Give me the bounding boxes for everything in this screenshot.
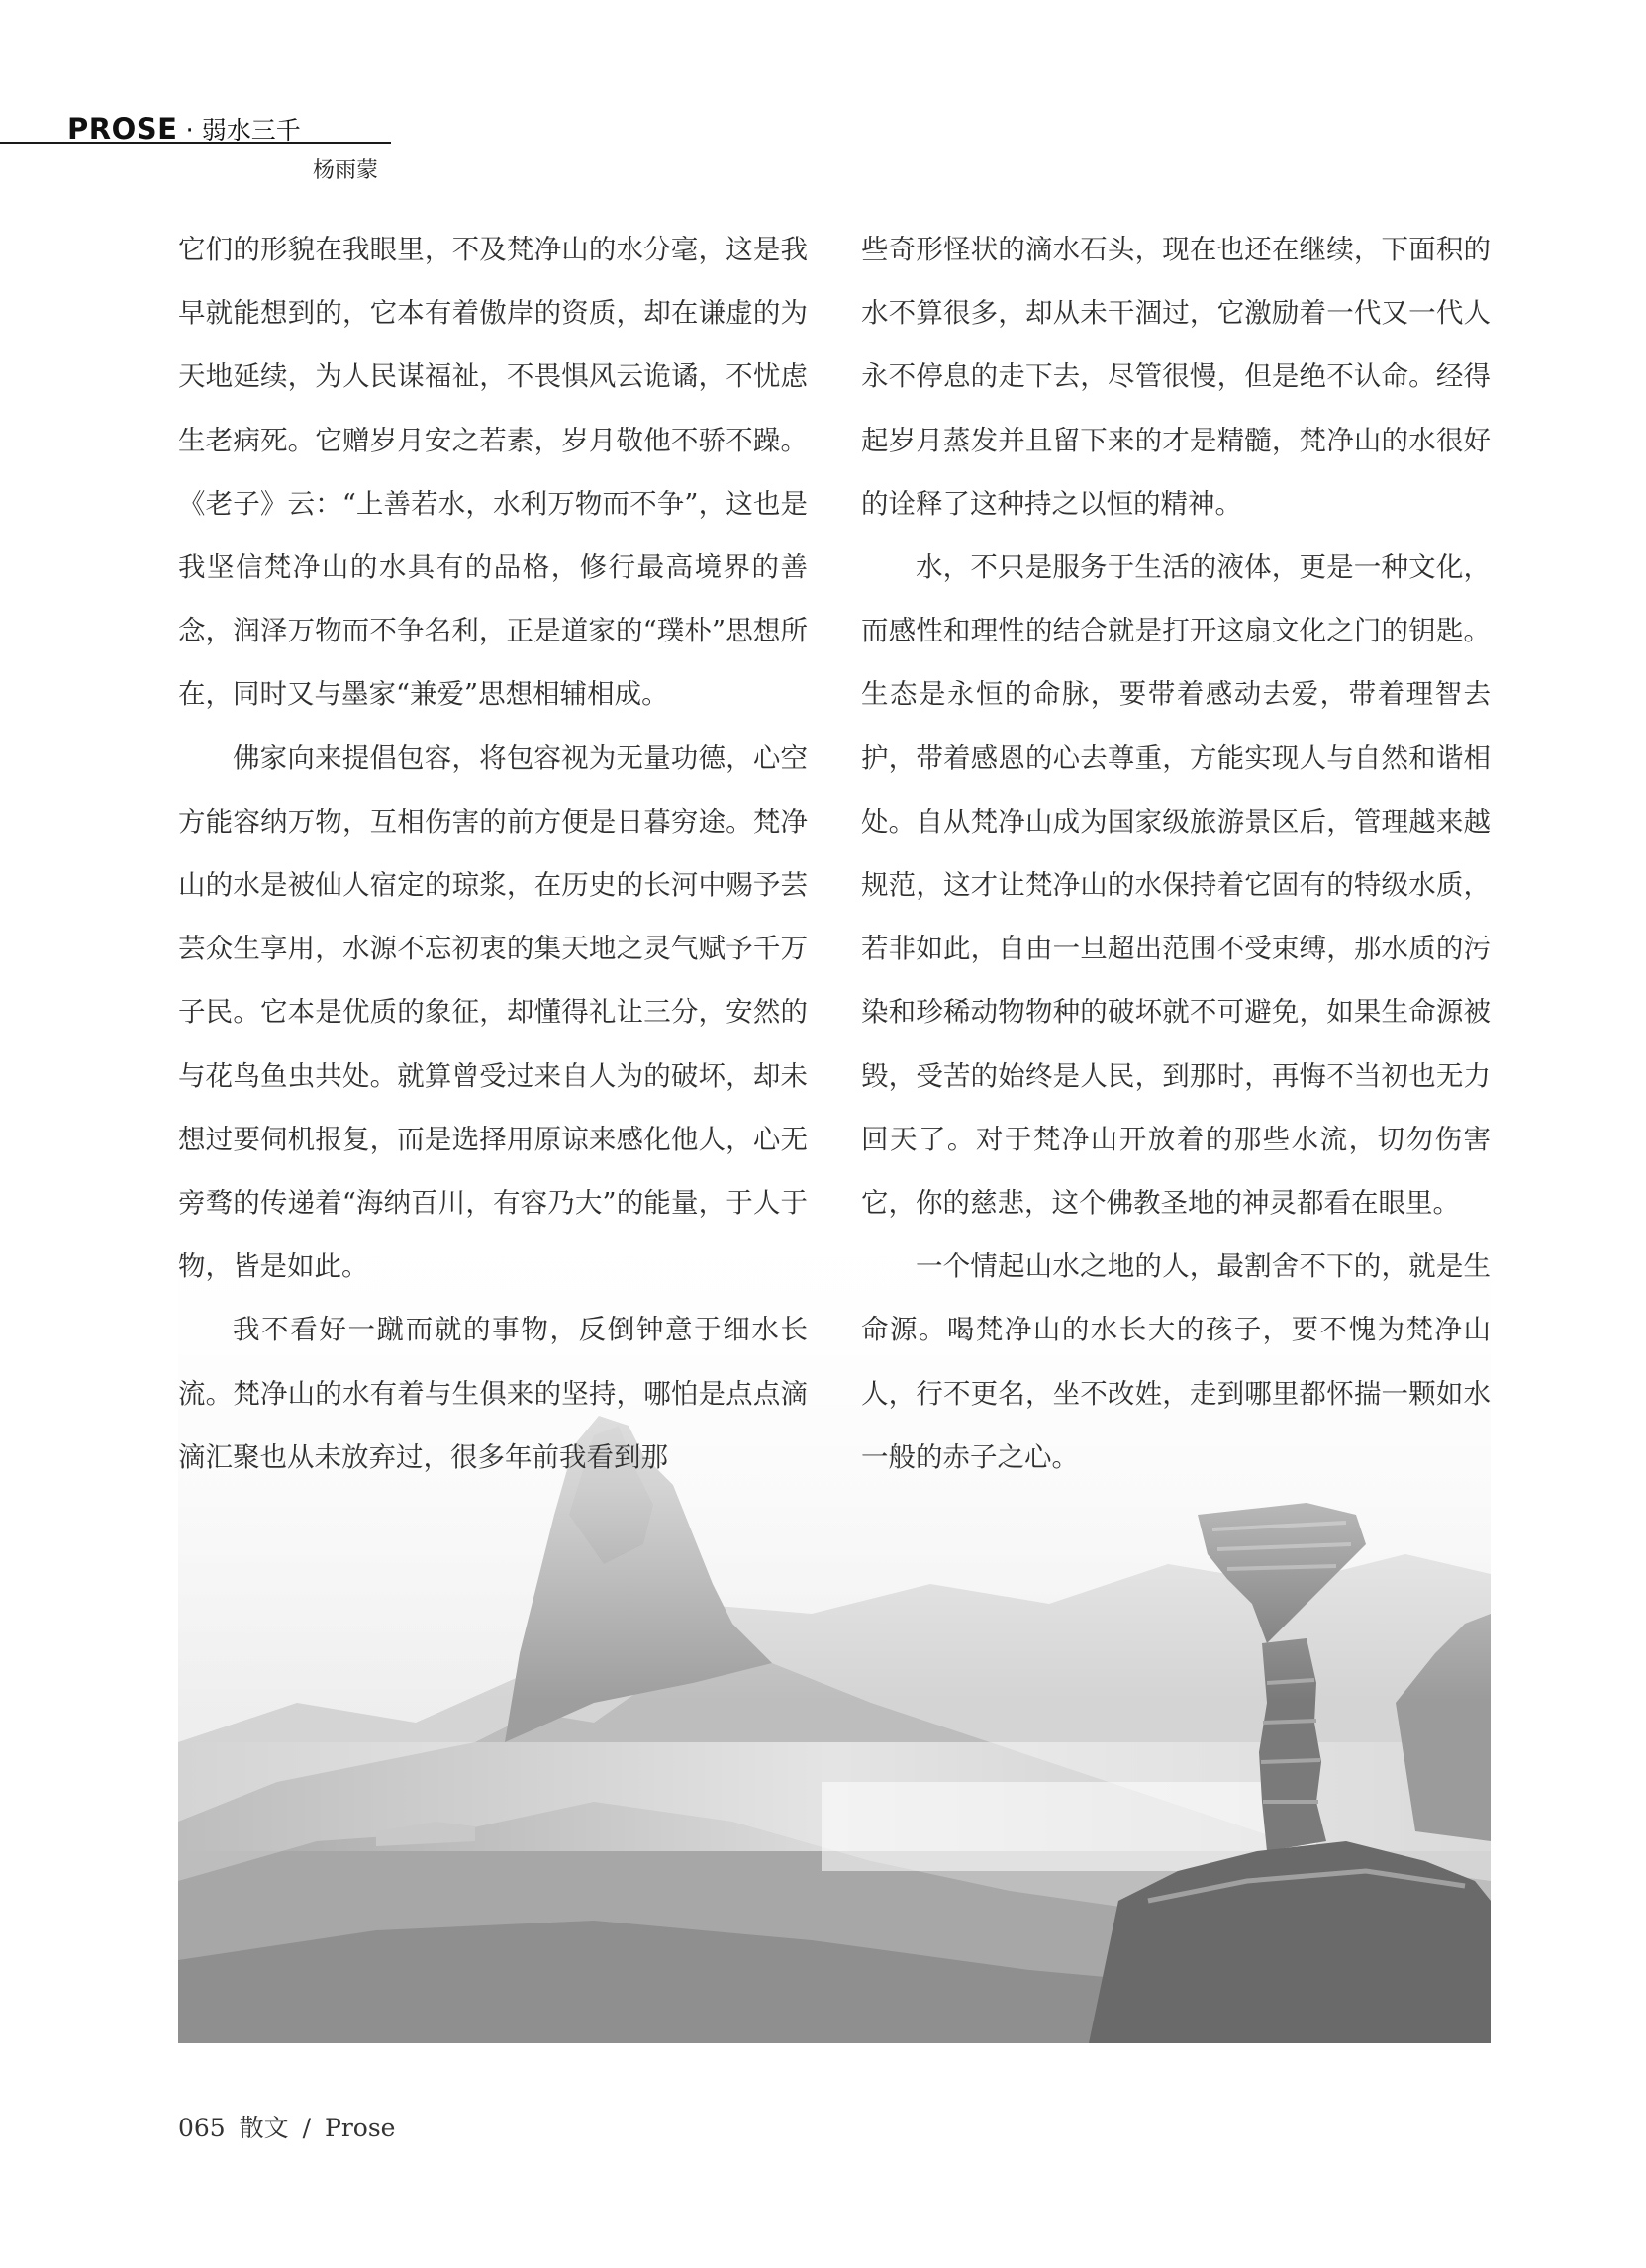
- page-footer: [178, 2109, 401, 2144]
- brand-label: PROSE: [67, 112, 178, 146]
- paragraph: 它们的形貌在我眼里，不及梵净山的水分毫，这是我早就能想到的，它本有着傲岸的资质，却在谦虚的为天地延续，为人民谋福祉，不畏惧风云诡谲，不忧虑生老病死。它赠岁月安之若素，岁月敬他不骄不躁。《老子》云：“上善若水，水利万物而不争”，这也是我坚信梵净山的水具有的品格，修行最高境界的善念，润泽万物而不争名利，正是道家的“璞朴”思想所在，同时又与墨家“兼爱”思想相辅相成。: [178, 234, 808, 711]
- paragraph: 佛家向来提倡包容，将包容视为无量功德，心空方能容纳万物，互相伤害的前方便是日暮穷途。梵净山的水是被仙人宿定的琼浆，在历史的长河中赐予芸芸众生享用，水源不忘初衷的集天地之灵气赋予千万子民。它本是优质的象征，却懂得礼让三分，安然的与花鸟鱼虫共处。就算曾受过来自人为的破坏，却未想过要伺机报复，而是选择用原谅来感化他人，心无旁骛的传递着“海纳百川，有容乃大”的能量，于人于物，皆是如此。: [178, 741, 808, 1283]
- paragraph: 我不看好一蹴而就的事物，反倒钟意于细水长流。梵净山的水有着与生俱来的坚持，哪怕是点点滴滴汇聚也从未放弃过，很多年前我看到那: [178, 1314, 808, 1473]
- paragraph: 水，不只是服务于生活的液体，更是一种文化，而感性和理性的结合就是打开这扇文化之门的钥匙。生态是永恒的命脉，要带着感动去爱，带着理智去护，带着感恩的心去尊重，方能实现人与自然和谐相处。自从梵净山成为国家级旅游景区后，管理越来越规范，这才让梵净山的水保持着它固有的特级水质，若非如此，自由一旦超出范围不受束缚，那水质的污染和珍稀动物物种的破坏就不可避免，如果生命源被毁，受苦的始终是人民，到那时，再悔不当初也无力回天了。对于梵净山开放着的那些水流，切勿伤害它，你的慈悲，这个佛教圣地的神灵都看在眼里。: [861, 551, 1491, 1220]
- author-name: 杨雨蒙: [313, 158, 379, 183]
- right-text-column: [861, 218, 1491, 1489]
- magazine-name-en: Prose: [325, 2114, 396, 2142]
- page-number: 065: [178, 2114, 226, 2142]
- paragraph: 些奇形怪状的滴水石头，现在也还在继续，下面积的水不算很多，却从未干涸过，它激励着一代又一代人永不停息的走下去，尽管很慢，但是绝不认命。经得起岁月蒸发并且留下来的才是精髓，梵净山的水很好的诠释了这种持之以恒的精神。: [861, 234, 1491, 520]
- footer-slash: /: [302, 2114, 312, 2142]
- section-title: 弱水三千: [201, 116, 301, 145]
- magazine-name-cn: 散文: [239, 2114, 289, 2142]
- left-text-column: [178, 218, 808, 1489]
- header-separator: ·: [185, 116, 194, 146]
- running-header: [67, 111, 301, 145]
- paragraph: 一个情起山水之地的人，最割舍不下的，就是生命源。喝梵净山的水长大的孩子，要不愧为梵净山人，行不更名，坐不改姓，走到哪里都怀揣一颗如水一般的赤子之心。: [861, 1250, 1491, 1473]
